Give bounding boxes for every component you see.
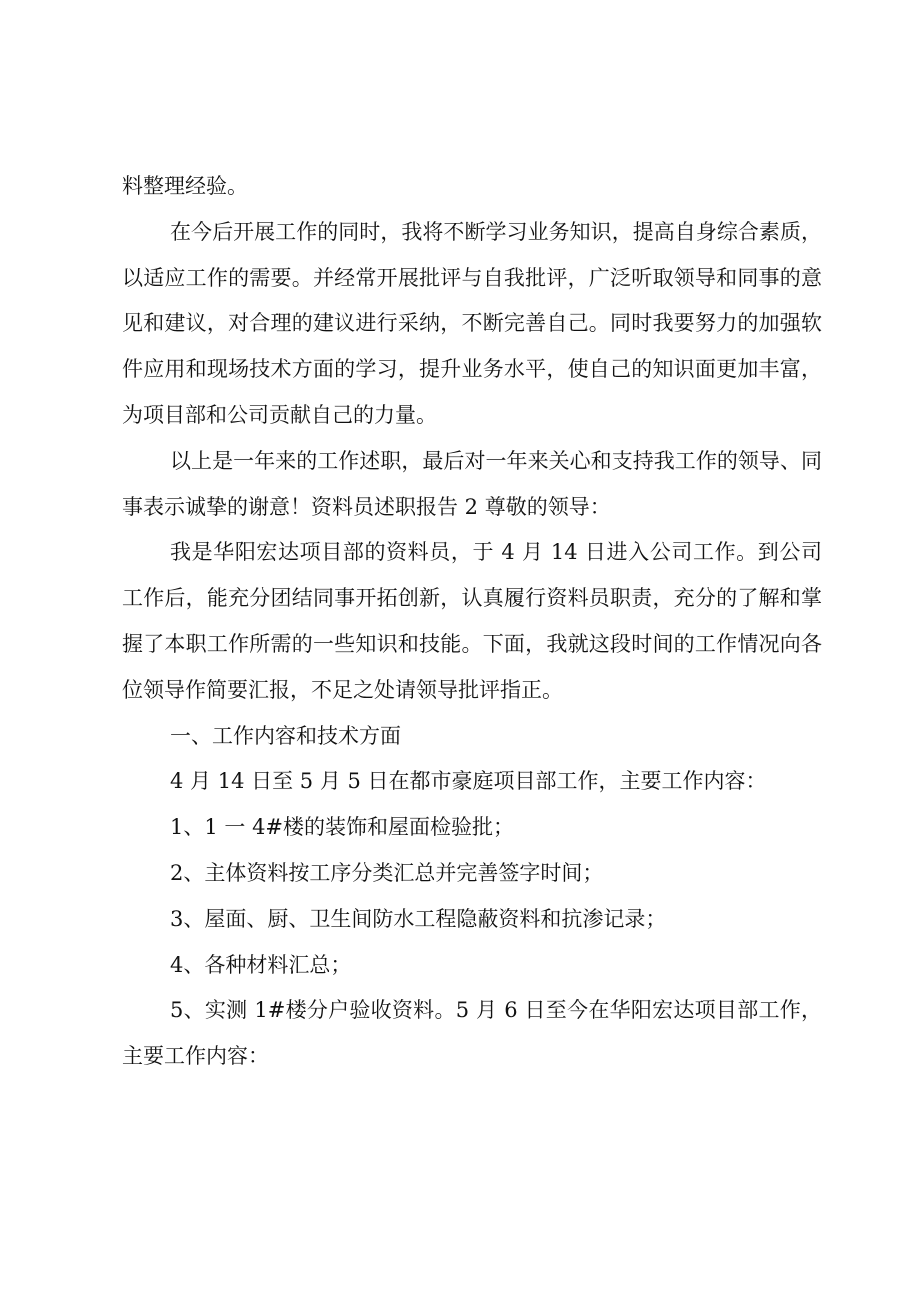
paragraph-work-period: 4 月 14 日至 5 月 5 日在都市豪庭项目部工作，主要工作内容： — [170, 769, 767, 794]
section-heading: 一、工作内容和技术方面 — [170, 723, 401, 748]
list-item: 3、屋面、厨、卫生间防水工程隐蔽资料和抗渗记录； — [170, 906, 667, 931]
paragraph-future-plans: 在今后开展工作的同时，我将不断学习业务知识，提高自身综合素质，以适应工作的需要。并经常开展批评与自我批评，广泛听取领导和同事的意见和建议，对合理的建议进行采纳，不断完善自己。同时我要努力的加强软件应用和现场技术方面的学习，提升业务水平，使自己的知识面更加丰富，为项目部和公司贡献自己的力量。 — [122, 219, 822, 427]
list-item: 1、1 一 4#楼的装饰和屋面检验批； — [170, 815, 515, 840]
paragraph-thanks: 以上是一年来的工作述职，最后对一年来关心和支持我工作的领导、同事表示诚挚的谢意！资料员述职报告 2 尊敬的领导： — [122, 448, 822, 519]
list-item: 5、实测 1#楼分户验收资料。5 月 6 日至今在华阳宏达项目部工作，主要工作内容： — [122, 998, 822, 1069]
list-item: 4、各种材料汇总； — [170, 952, 352, 977]
paragraph-continuation: 料整理经验。 — [122, 174, 248, 198]
document-body — [122, 164, 822, 1080]
paragraph-introduction: 我是华阳宏达项目部的资料员，于 4 月 14 日进入公司工作。到公司工作后，能充分团结同事开拓创新，认真履行资料员职责，充分的了解和掌握了本职工作所需的一些知识和技能。下面，我就这段时间的工作情况向各位领导作简要汇报，不足之处请领导批评指正。 — [122, 540, 822, 702]
list-item: 2、主体资料按工序分类汇总并完善签字时间； — [170, 860, 604, 885]
